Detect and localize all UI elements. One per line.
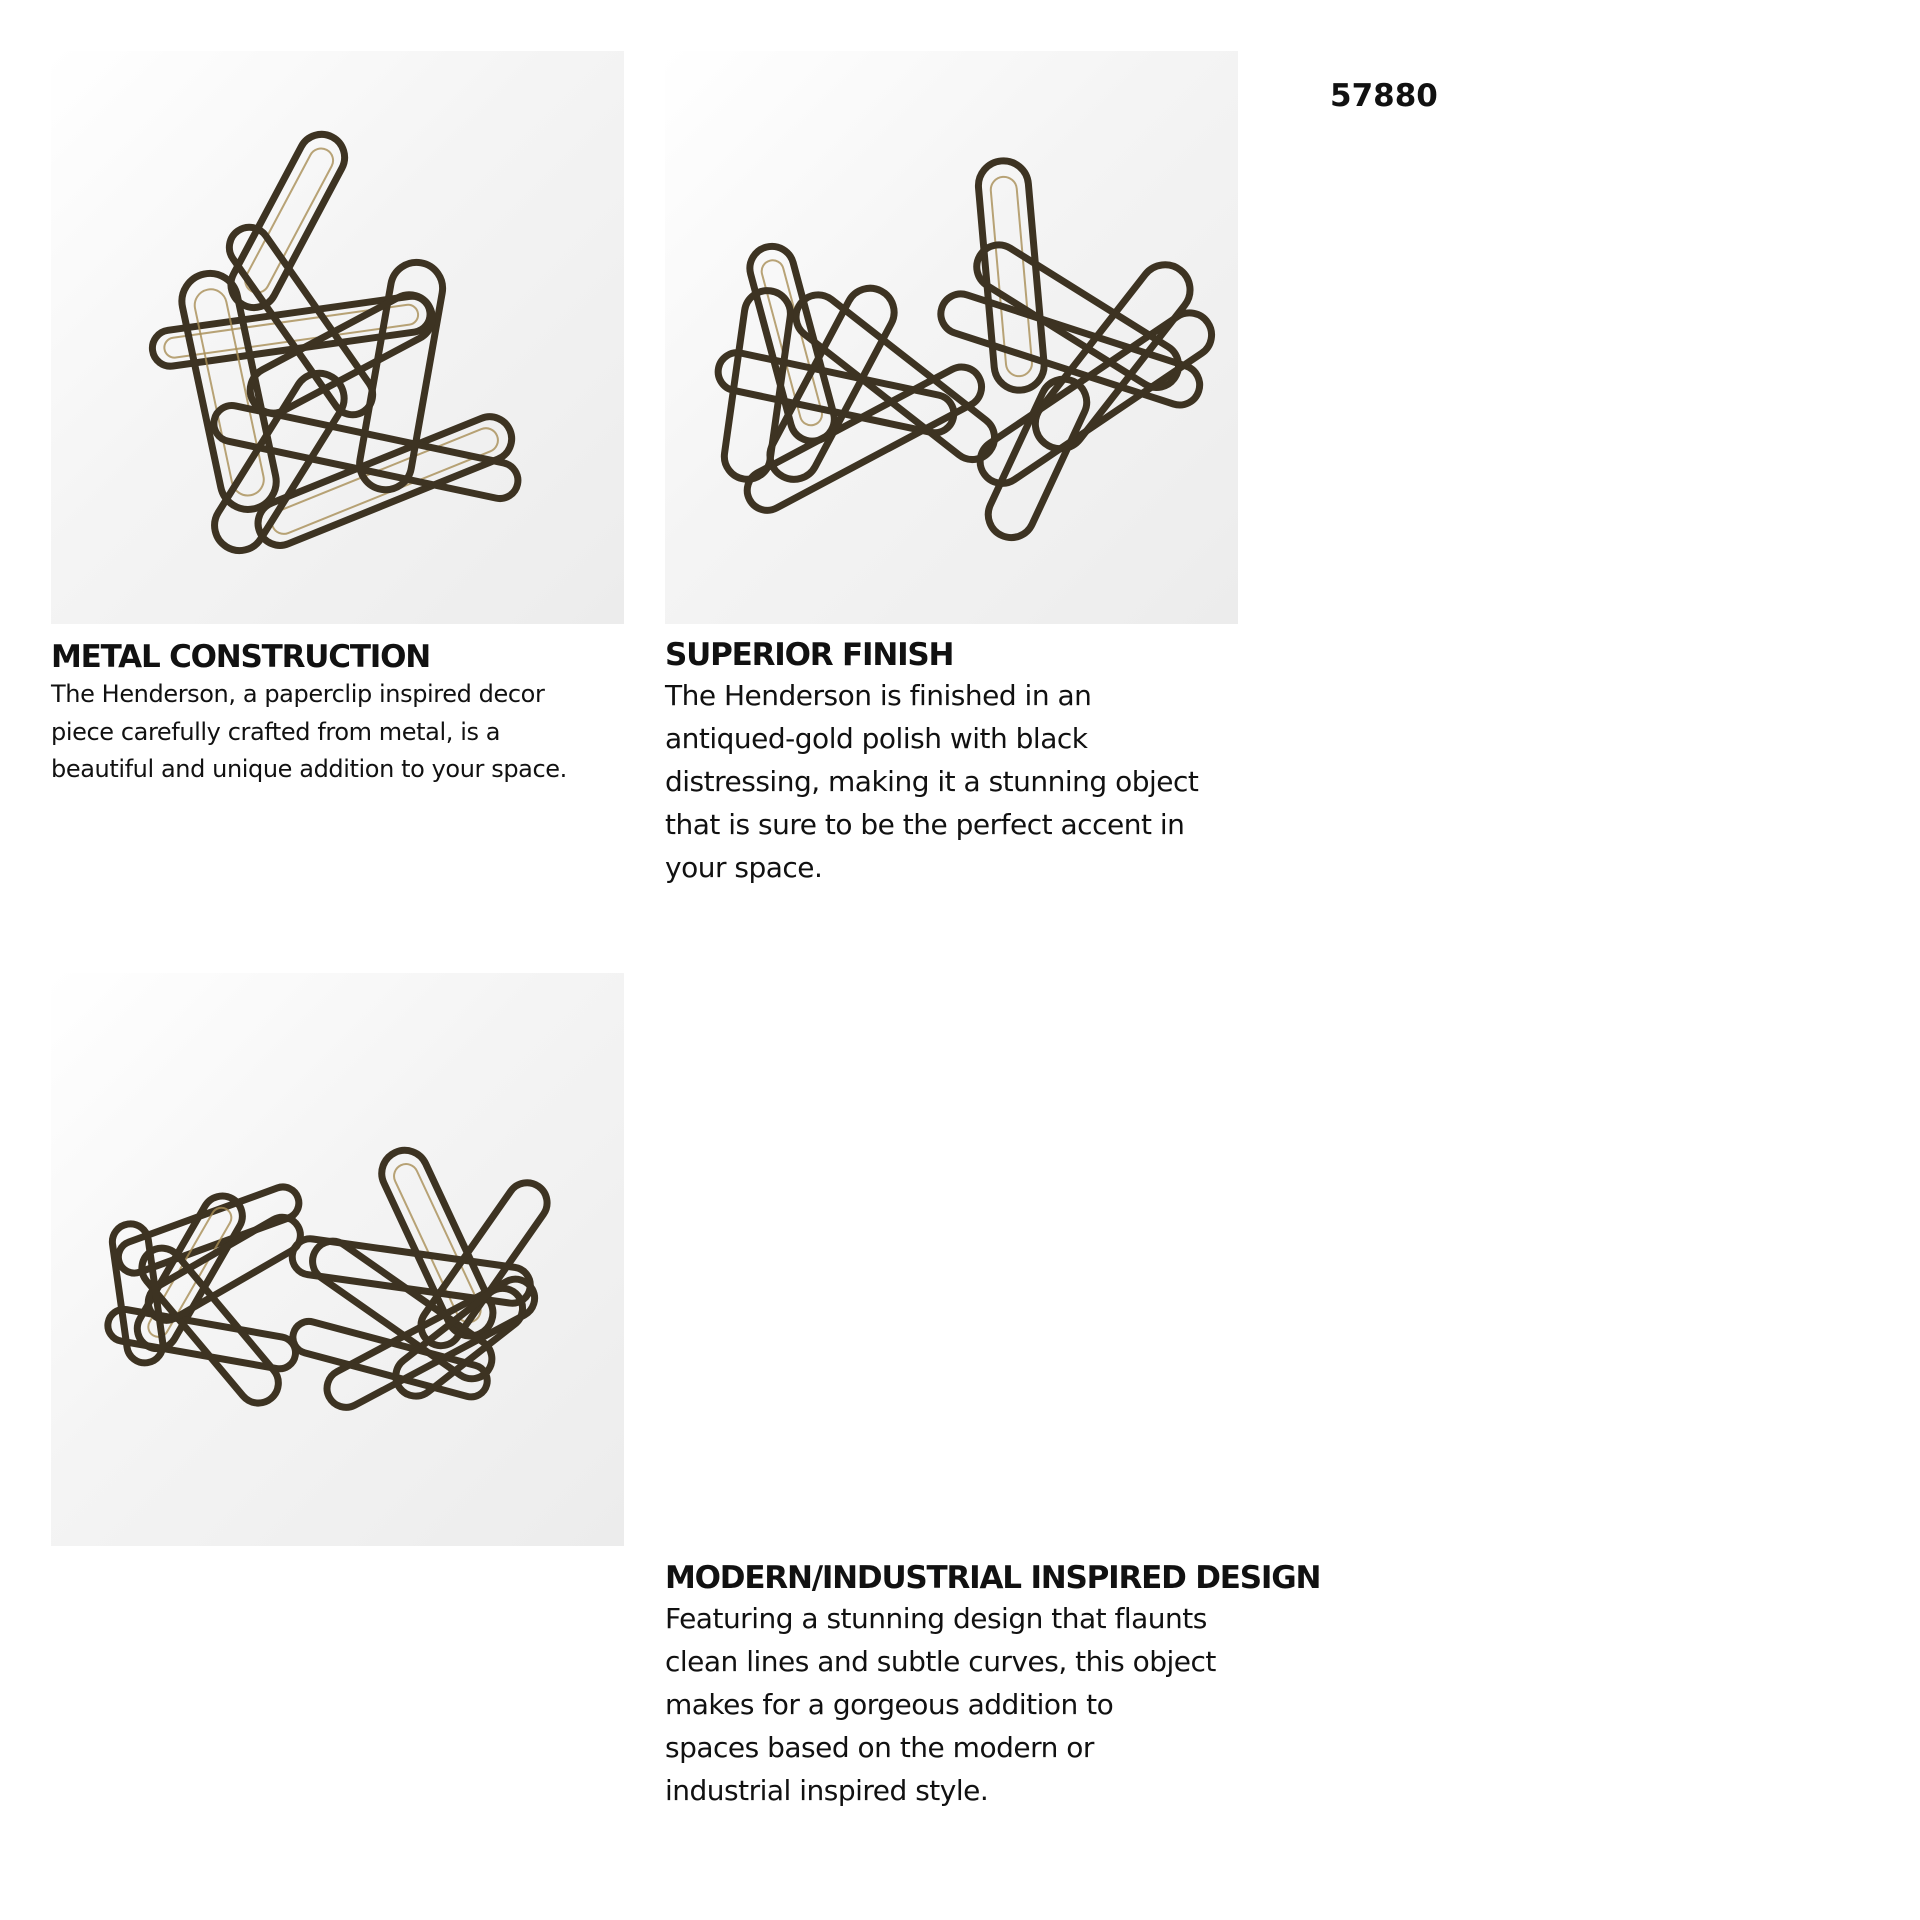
feature-description-line: antiqued-gold polish with black: [665, 722, 1088, 756]
feature-description-line: The Henderson, a paperclip inspired decor: [51, 680, 545, 709]
feature-description-line: distressing, making it a stunning object: [665, 765, 1199, 799]
paperclip-sculpture-pair-small-illustration: [51, 973, 624, 1546]
feature-metal-construction: [51, 639, 636, 789]
product-photo-pair-small: [51, 973, 624, 1546]
feature-modern-industrial-design: [665, 1560, 1345, 1812]
feature-superior-finish: [665, 637, 1265, 889]
feature-title: METAL CONSTRUCTION: [51, 639, 430, 675]
feature-description-line: piece carefully crafted from metal, is a: [51, 717, 501, 746]
feature-title: SUPERIOR FINISH: [665, 637, 954, 673]
feature-title: MODERN/INDUSTRIAL INSPIRED DESIGN: [665, 1560, 1321, 1596]
feature-description-line: your space.: [665, 851, 823, 885]
product-photo-pair-large: [665, 51, 1238, 624]
product-photo-single-sculpture: [51, 51, 624, 624]
feature-description-line: beautiful and unique addition to your space.: [51, 755, 567, 784]
feature-description-line: industrial inspired style.: [665, 1774, 989, 1808]
feature-description-line: that is sure to be the perfect accent in: [665, 808, 1185, 842]
feature-description-line: The Henderson is finished in an: [665, 679, 1092, 713]
paperclip-sculpture-illustration: [51, 51, 624, 624]
paperclip-sculpture-pair-illustration: [665, 51, 1238, 624]
feature-description-line: makes for a gorgeous addition to: [665, 1688, 1114, 1722]
feature-description-line: spaces based on the modern or: [665, 1731, 1094, 1765]
feature-description-line: Featuring a stunning design that flaunts: [665, 1602, 1207, 1636]
product-sku: 57880: [1330, 78, 1438, 114]
feature-description-line: clean lines and subtle curves, this object: [665, 1645, 1216, 1679]
